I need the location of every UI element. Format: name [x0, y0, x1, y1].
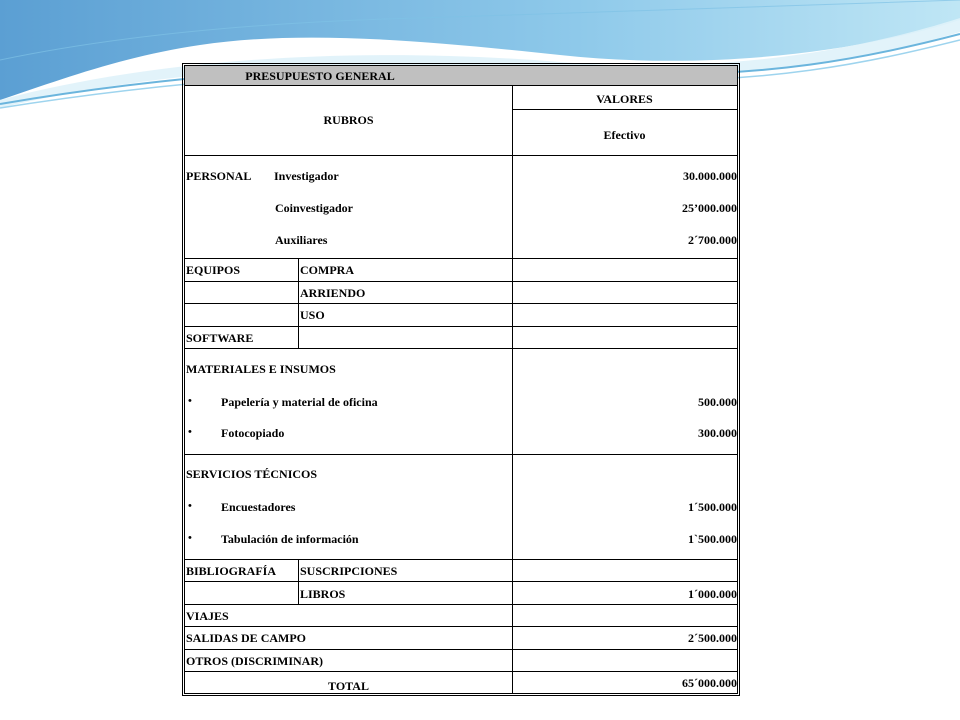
- bullet-icon: •: [188, 426, 192, 438]
- row-divider: [185, 626, 737, 627]
- software-label: SOFTWARE: [186, 331, 254, 345]
- table-title: PRESUPUESTO GENERAL: [245, 69, 395, 83]
- equipos-item-label: COMPRA: [300, 263, 354, 277]
- personal-item-label: Investigador: [274, 169, 339, 183]
- row-divider: [185, 258, 737, 259]
- bibliografia-label: BIBLIOGRAFÍA: [186, 564, 277, 578]
- servicios-item-label: Tabulación de información: [221, 532, 359, 546]
- salidas-value: 2´500.000: [688, 631, 737, 645]
- row-divider: [185, 326, 737, 327]
- otros-label: OTROS (DISCRIMINAR): [186, 654, 324, 668]
- budget-table: [182, 63, 740, 696]
- row-divider: [185, 281, 737, 282]
- bibliografia-item-label: SUSCRIPCIONES: [300, 564, 398, 578]
- row-divider: [512, 109, 737, 110]
- servicios-item-label: Encuestadores: [221, 500, 296, 514]
- personal-item-value: 2´700.000: [688, 233, 737, 247]
- materiales-label: MATERIALES E INSUMOS: [186, 362, 336, 376]
- equipos-item-label: USO: [300, 308, 325, 322]
- row-divider: [185, 85, 737, 86]
- bullet-icon: •: [188, 500, 192, 512]
- personal-item-label: Auxiliares: [275, 233, 328, 247]
- personal-item-label: Coinvestigador: [275, 201, 353, 215]
- equipos-label: EQUIPOS: [186, 263, 241, 277]
- materiales-item-label: Papelería y material de oficina: [221, 395, 378, 409]
- materiales-item-label: Fotocopiado: [221, 426, 285, 440]
- column-divider: [298, 258, 299, 348]
- servicios-item-value: 1´500.000: [688, 500, 737, 514]
- row-divider: [185, 649, 737, 650]
- row-divider: [185, 604, 737, 605]
- personal-item-value: 30.000.000: [683, 169, 737, 183]
- personal-item-value: 25’000.000: [682, 201, 737, 215]
- column-divider: [298, 559, 299, 604]
- salidas-label: SALIDAS DE CAMPO: [186, 631, 307, 645]
- valores-header: VALORES: [596, 92, 653, 106]
- row-divider: [185, 671, 737, 672]
- total-value: 65´000.000: [682, 676, 737, 690]
- bullet-icon: •: [188, 532, 192, 544]
- servicios-item-value: 1`500.000: [688, 532, 737, 546]
- row-divider: [185, 303, 737, 304]
- row-divider: [185, 559, 737, 560]
- row-divider: [185, 581, 737, 582]
- bibliografia-item-label: LIBROS: [300, 587, 346, 601]
- row-divider: [185, 454, 737, 455]
- equipos-item-label: ARRIENDO: [300, 286, 366, 300]
- efectivo-header: Efectivo: [603, 128, 646, 142]
- materiales-item-value: 300.000: [698, 426, 737, 440]
- total-label: TOTAL: [328, 679, 369, 693]
- bibliografia-item-value: 1´000.000: [688, 587, 737, 601]
- viajes-label: VIAJES: [186, 609, 229, 623]
- materiales-item-value: 500.000: [698, 395, 737, 409]
- personal-label: PERSONAL: [186, 169, 252, 183]
- bullet-icon: •: [188, 395, 192, 407]
- row-divider: [185, 155, 737, 156]
- rubros-header: RUBROS: [323, 113, 374, 127]
- servicios-label: SERVICIOS TÉCNICOS: [186, 467, 318, 481]
- row-divider: [185, 348, 737, 349]
